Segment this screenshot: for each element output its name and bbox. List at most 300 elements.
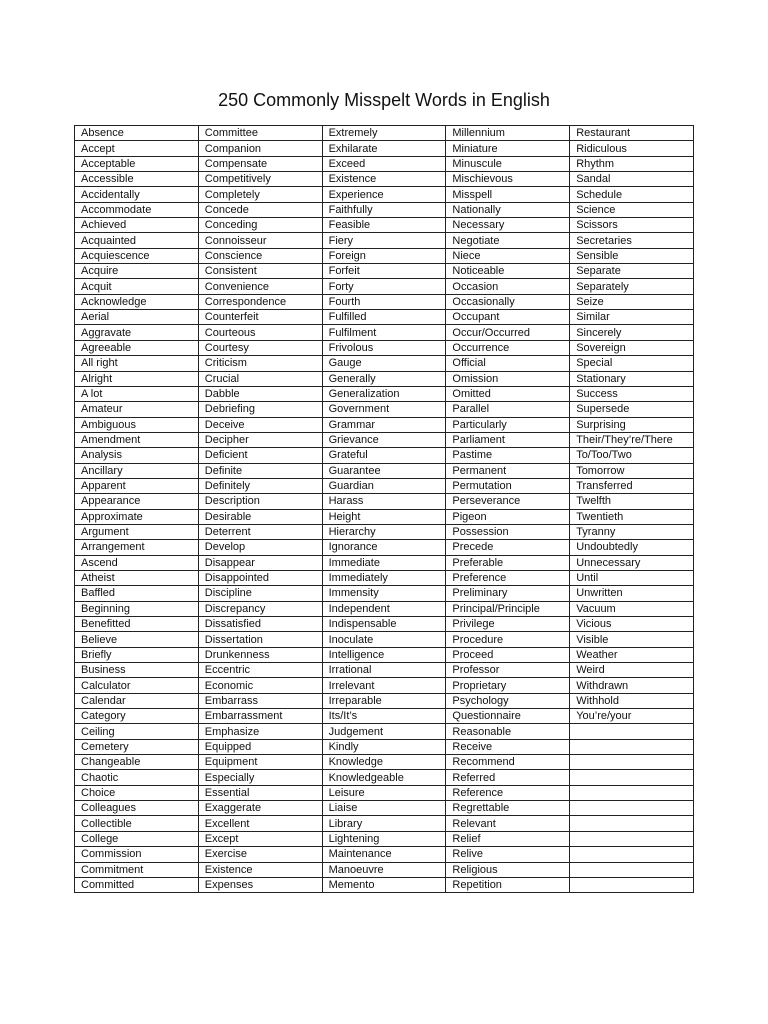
word-cell: Parliament [446, 432, 570, 447]
word-cell: Referred [446, 770, 570, 785]
table-row [75, 739, 694, 754]
table-row [75, 647, 694, 662]
word-cell: Baffled [75, 586, 199, 601]
word-cell: Generally [322, 371, 446, 386]
word-cell: Expenses [198, 877, 322, 892]
word-cell: Grateful [322, 448, 446, 463]
table-row [75, 233, 694, 248]
word-cell: Preferable [446, 555, 570, 570]
word-cell: Acquiescence [75, 248, 199, 263]
word-cell: Existence [322, 172, 446, 187]
word-cell [570, 801, 694, 816]
word-cell: Desirable [198, 509, 322, 524]
table-row [75, 264, 694, 279]
word-cell: Committee [198, 126, 322, 141]
word-cell [570, 724, 694, 739]
word-cell: Weather [570, 647, 694, 662]
word-cell: Emphasize [198, 724, 322, 739]
word-cell: Deterrent [198, 524, 322, 539]
word-cell: Believe [75, 632, 199, 647]
word-cell: Absence [75, 126, 199, 141]
word-cell: Immediately [322, 570, 446, 585]
word-cell: Approximate [75, 509, 199, 524]
word-cell [570, 862, 694, 877]
word-cell: Negotiate [446, 233, 570, 248]
word-cell: Scissors [570, 218, 694, 233]
word-cell: Withdrawn [570, 678, 694, 693]
word-cell: Amendment [75, 432, 199, 447]
table-row [75, 770, 694, 785]
word-cell: Maintenance [322, 847, 446, 862]
word-cell: Arrangement [75, 540, 199, 555]
word-cell: Drunkenness [198, 647, 322, 662]
table-row [75, 202, 694, 217]
word-cell: Twentieth [570, 509, 694, 524]
word-cell: Recommend [446, 755, 570, 770]
word-cell: Dissatisfied [198, 617, 322, 632]
table-row [75, 816, 694, 831]
word-cell: Parallel [446, 402, 570, 417]
table-row [75, 524, 694, 539]
word-cell: Category [75, 709, 199, 724]
word-cell: Definitely [198, 478, 322, 493]
table-row [75, 801, 694, 816]
word-cell: Forty [322, 279, 446, 294]
word-cell [570, 785, 694, 800]
table-row [75, 172, 694, 187]
word-cell: Faithfully [322, 202, 446, 217]
word-cell: Changeable [75, 755, 199, 770]
table-row [75, 156, 694, 171]
word-cell: Permanent [446, 463, 570, 478]
word-cell [570, 847, 694, 862]
word-cell: Crucial [198, 371, 322, 386]
word-cell: Science [570, 202, 694, 217]
word-cell: Until [570, 570, 694, 585]
word-cell: Gauge [322, 356, 446, 371]
table-row [75, 755, 694, 770]
word-cell: Amateur [75, 402, 199, 417]
word-cell: Indispensable [322, 617, 446, 632]
word-cell: Pigeon [446, 509, 570, 524]
word-cell: Forfeit [322, 264, 446, 279]
word-cell: Dabble [198, 386, 322, 401]
word-cell: Analysis [75, 448, 199, 463]
table-row [75, 356, 694, 371]
word-cell: Special [570, 356, 694, 371]
word-cell: Concede [198, 202, 322, 217]
word-cell [570, 739, 694, 754]
word-cell: Acceptable [75, 156, 199, 171]
word-cell: Commitment [75, 862, 199, 877]
word-cell: Sovereign [570, 340, 694, 355]
word-cell: Knowledgeable [322, 770, 446, 785]
table-row [75, 294, 694, 309]
word-cell: Courteous [198, 325, 322, 340]
word-cell: Restaurant [570, 126, 694, 141]
table-row [75, 417, 694, 432]
word-cell: Accept [75, 141, 199, 156]
word-cell: Repetition [446, 877, 570, 892]
word-cell: Mischievous [446, 172, 570, 187]
word-cell: Fulfilled [322, 310, 446, 325]
word-cell: Library [322, 816, 446, 831]
word-cell: Exaggerate [198, 801, 322, 816]
word-cell: Withhold [570, 693, 694, 708]
word-cell: Irreparable [322, 693, 446, 708]
word-cell: Disappointed [198, 570, 322, 585]
word-cell: Existence [198, 862, 322, 877]
word-cell: Permutation [446, 478, 570, 493]
word-cell: All right [75, 356, 199, 371]
table-row [75, 340, 694, 355]
word-cell: Pastime [446, 448, 570, 463]
table-row [75, 724, 694, 739]
word-cell: Procedure [446, 632, 570, 647]
word-cell: Frivolous [322, 340, 446, 355]
table-row [75, 831, 694, 846]
word-cell: Privilege [446, 617, 570, 632]
word-cell: Its/It’s [322, 709, 446, 724]
table-row [75, 693, 694, 708]
word-table [74, 125, 694, 893]
word-cell: Their/They’re/There [570, 432, 694, 447]
word-cell: Millennium [446, 126, 570, 141]
word-cell: Courtesy [198, 340, 322, 355]
word-cell: Secretaries [570, 233, 694, 248]
word-cell: Ignorance [322, 540, 446, 555]
word-cell: Ridiculous [570, 141, 694, 156]
word-cell: Noticeable [446, 264, 570, 279]
word-cell: Argument [75, 524, 199, 539]
word-cell: Particularly [446, 417, 570, 432]
word-cell: Business [75, 663, 199, 678]
table-row [75, 187, 694, 202]
word-cell: Discipline [198, 586, 322, 601]
word-cell: Surprising [570, 417, 694, 432]
word-cell: Principal/Principle [446, 601, 570, 616]
word-cell: Seize [570, 294, 694, 309]
word-cell: Irrelevant [322, 678, 446, 693]
table-row [75, 570, 694, 585]
table-row [75, 877, 694, 892]
word-cell: Proceed [446, 647, 570, 662]
word-cell: Briefly [75, 647, 199, 662]
word-cell: Omitted [446, 386, 570, 401]
word-cell: Chaotic [75, 770, 199, 785]
table-row [75, 478, 694, 493]
word-cell: Official [446, 356, 570, 371]
word-cell: Committed [75, 877, 199, 892]
word-cell: Compensate [198, 156, 322, 171]
word-cell: Possession [446, 524, 570, 539]
word-cell: Occasion [446, 279, 570, 294]
table-row [75, 785, 694, 800]
word-cell: Dissertation [198, 632, 322, 647]
word-cell: Relevant [446, 816, 570, 831]
word-cell: Disappear [198, 555, 322, 570]
word-cell: Conceding [198, 218, 322, 233]
word-cell: Hierarchy [322, 524, 446, 539]
word-cell: A lot [75, 386, 199, 401]
word-cell: Excellent [198, 816, 322, 831]
word-cell: Colleagues [75, 801, 199, 816]
word-cell: Leisure [322, 785, 446, 800]
word-cell: Transferred [570, 478, 694, 493]
word-cell: Tomorrow [570, 463, 694, 478]
table-row [75, 141, 694, 156]
word-cell: Ceiling [75, 724, 199, 739]
word-cell: Perseverance [446, 494, 570, 509]
word-cell: Cemetery [75, 739, 199, 754]
word-cell: Guarantee [322, 463, 446, 478]
word-cell: Embarrass [198, 693, 322, 708]
word-cell: Regrettable [446, 801, 570, 816]
word-cell: Independent [322, 601, 446, 616]
word-cell: Choice [75, 785, 199, 800]
word-cell: Occurrence [446, 340, 570, 355]
word-cell: Correspondence [198, 294, 322, 309]
table-row [75, 617, 694, 632]
word-cell: Conscience [198, 248, 322, 263]
table-row [75, 325, 694, 340]
word-cell: Achieved [75, 218, 199, 233]
word-cell: Weird [570, 663, 694, 678]
word-cell: Height [322, 509, 446, 524]
table-row [75, 663, 694, 678]
word-cell: Schedule [570, 187, 694, 202]
word-cell: Criticism [198, 356, 322, 371]
word-cell: Beginning [75, 601, 199, 616]
word-cell [570, 770, 694, 785]
word-cell: Discrepancy [198, 601, 322, 616]
word-cell: Relive [446, 847, 570, 862]
table-row [75, 448, 694, 463]
word-cell: Alright [75, 371, 199, 386]
word-cell: Similar [570, 310, 694, 325]
word-cell: Acquire [75, 264, 199, 279]
word-cell: Irrational [322, 663, 446, 678]
word-cell: Ancillary [75, 463, 199, 478]
word-cell: Acquainted [75, 233, 199, 248]
word-cell: Equipment [198, 755, 322, 770]
table-row [75, 632, 694, 647]
word-cell: Commission [75, 847, 199, 862]
word-cell: Description [198, 494, 322, 509]
word-cell: Eccentric [198, 663, 322, 678]
word-cell: Miniature [446, 141, 570, 156]
word-cell: Convenience [198, 279, 322, 294]
word-cell: Competitively [198, 172, 322, 187]
word-cell: Kindly [322, 739, 446, 754]
word-cell: Liaise [322, 801, 446, 816]
table-row [75, 678, 694, 693]
word-cell: Embarrassment [198, 709, 322, 724]
word-cell: Generalization [322, 386, 446, 401]
word-cell: Except [198, 831, 322, 846]
word-cell: Debriefing [198, 402, 322, 417]
word-cell: Immensity [322, 586, 446, 601]
word-cell: Knowledge [322, 755, 446, 770]
page-title: 250 Commonly Misspelt Words in English [218, 90, 550, 110]
word-cell: Accessible [75, 172, 199, 187]
word-cell: Lightening [322, 831, 446, 846]
word-cell: Grievance [322, 432, 446, 447]
table-row [75, 310, 694, 325]
word-cell: College [75, 831, 199, 846]
word-cell: Fiery [322, 233, 446, 248]
table-row [75, 509, 694, 524]
word-cell: Aggravate [75, 325, 199, 340]
table-row [75, 601, 694, 616]
word-cell: Atheist [75, 570, 199, 585]
table-row [75, 540, 694, 555]
word-cell: Stationary [570, 371, 694, 386]
word-cell: Preference [446, 570, 570, 585]
word-cell: Inoculate [322, 632, 446, 647]
word-cell: Relief [446, 831, 570, 846]
word-cell: Vacuum [570, 601, 694, 616]
table-row [75, 555, 694, 570]
word-cell: You’re/your [570, 709, 694, 724]
word-cell: Appearance [75, 494, 199, 509]
word-cell: Exhilarate [322, 141, 446, 156]
word-cell: Religious [446, 862, 570, 877]
word-cell: Fulfilment [322, 325, 446, 340]
word-cell: Equipped [198, 739, 322, 754]
word-cell: Develop [198, 540, 322, 555]
word-cell: Psychology [446, 693, 570, 708]
word-cell: Twelfth [570, 494, 694, 509]
word-cell: Manoeuvre [322, 862, 446, 877]
word-cell: Collectible [75, 816, 199, 831]
word-cell: Tyranny [570, 524, 694, 539]
word-cell: Agreeable [75, 340, 199, 355]
word-cell [570, 755, 694, 770]
word-cell: Sincerely [570, 325, 694, 340]
table-row [75, 126, 694, 141]
word-cell [570, 816, 694, 831]
word-cell: Deceive [198, 417, 322, 432]
table-row [75, 862, 694, 877]
table-row [75, 586, 694, 601]
table-row [75, 847, 694, 862]
word-cell: Rhythm [570, 156, 694, 171]
word-cell: Reference [446, 785, 570, 800]
word-cell: Receive [446, 739, 570, 754]
word-cell: Accommodate [75, 202, 199, 217]
word-cell: Exceed [322, 156, 446, 171]
word-cell: Visible [570, 632, 694, 647]
table-row [75, 386, 694, 401]
word-cell: Government [322, 402, 446, 417]
word-cell: Completely [198, 187, 322, 202]
word-cell: Connoisseur [198, 233, 322, 248]
word-cell: Accidentally [75, 187, 199, 202]
word-cell: Undoubtedly [570, 540, 694, 555]
word-cell: Occupant [446, 310, 570, 325]
word-cell: Fourth [322, 294, 446, 309]
word-cell: Sensible [570, 248, 694, 263]
word-cell: Grammar [322, 417, 446, 432]
word-cell: Occasionally [446, 294, 570, 309]
word-cell: To/Too/Two [570, 448, 694, 463]
word-cell: Immediate [322, 555, 446, 570]
word-cell: Professor [446, 663, 570, 678]
word-cell: Experience [322, 187, 446, 202]
word-cell: Necessary [446, 218, 570, 233]
table-row [75, 432, 694, 447]
word-cell: Decipher [198, 432, 322, 447]
word-cell: Reasonable [446, 724, 570, 739]
word-cell: Feasible [322, 218, 446, 233]
word-cell: Consistent [198, 264, 322, 279]
word-cell: Counterfeit [198, 310, 322, 325]
word-cell: Precede [446, 540, 570, 555]
word-cell: Especially [198, 770, 322, 785]
word-cell: Definite [198, 463, 322, 478]
word-cell: Proprietary [446, 678, 570, 693]
word-table-body [75, 126, 694, 893]
word-cell: Omission [446, 371, 570, 386]
word-cell: Acquit [75, 279, 199, 294]
word-cell: Guardian [322, 478, 446, 493]
word-cell: Essential [198, 785, 322, 800]
word-cell [570, 831, 694, 846]
table-row [75, 248, 694, 263]
word-cell: Extremely [322, 126, 446, 141]
word-cell: Supersede [570, 402, 694, 417]
word-cell: Ambiguous [75, 417, 199, 432]
word-cell: Success [570, 386, 694, 401]
word-cell: Acknowledge [75, 294, 199, 309]
word-cell: Minuscule [446, 156, 570, 171]
word-cell: Vicious [570, 617, 694, 632]
word-cell: Intelligence [322, 647, 446, 662]
word-cell: Separate [570, 264, 694, 279]
table-row [75, 402, 694, 417]
table-row [75, 218, 694, 233]
word-cell: Ascend [75, 555, 199, 570]
word-cell: Judgement [322, 724, 446, 739]
word-cell: Misspell [446, 187, 570, 202]
word-cell: Harass [322, 494, 446, 509]
word-cell: Foreign [322, 248, 446, 263]
word-cell: Apparent [75, 478, 199, 493]
table-row [75, 463, 694, 478]
word-cell: Separately [570, 279, 694, 294]
word-cell: Sandal [570, 172, 694, 187]
word-cell: Exercise [198, 847, 322, 862]
word-cell: Aerial [75, 310, 199, 325]
table-row [75, 494, 694, 509]
word-cell: Questionnaire [446, 709, 570, 724]
word-cell: Preliminary [446, 586, 570, 601]
word-cell: Memento [322, 877, 446, 892]
word-cell: Unnecessary [570, 555, 694, 570]
word-cell: Unwritten [570, 586, 694, 601]
word-cell: Benefitted [75, 617, 199, 632]
word-cell: Niece [446, 248, 570, 263]
word-cell: Nationally [446, 202, 570, 217]
word-cell [570, 877, 694, 892]
table-row [75, 709, 694, 724]
word-cell: Occur/Occurred [446, 325, 570, 340]
table-row [75, 371, 694, 386]
word-cell: Economic [198, 678, 322, 693]
word-cell: Calendar [75, 693, 199, 708]
word-cell: Deficient [198, 448, 322, 463]
